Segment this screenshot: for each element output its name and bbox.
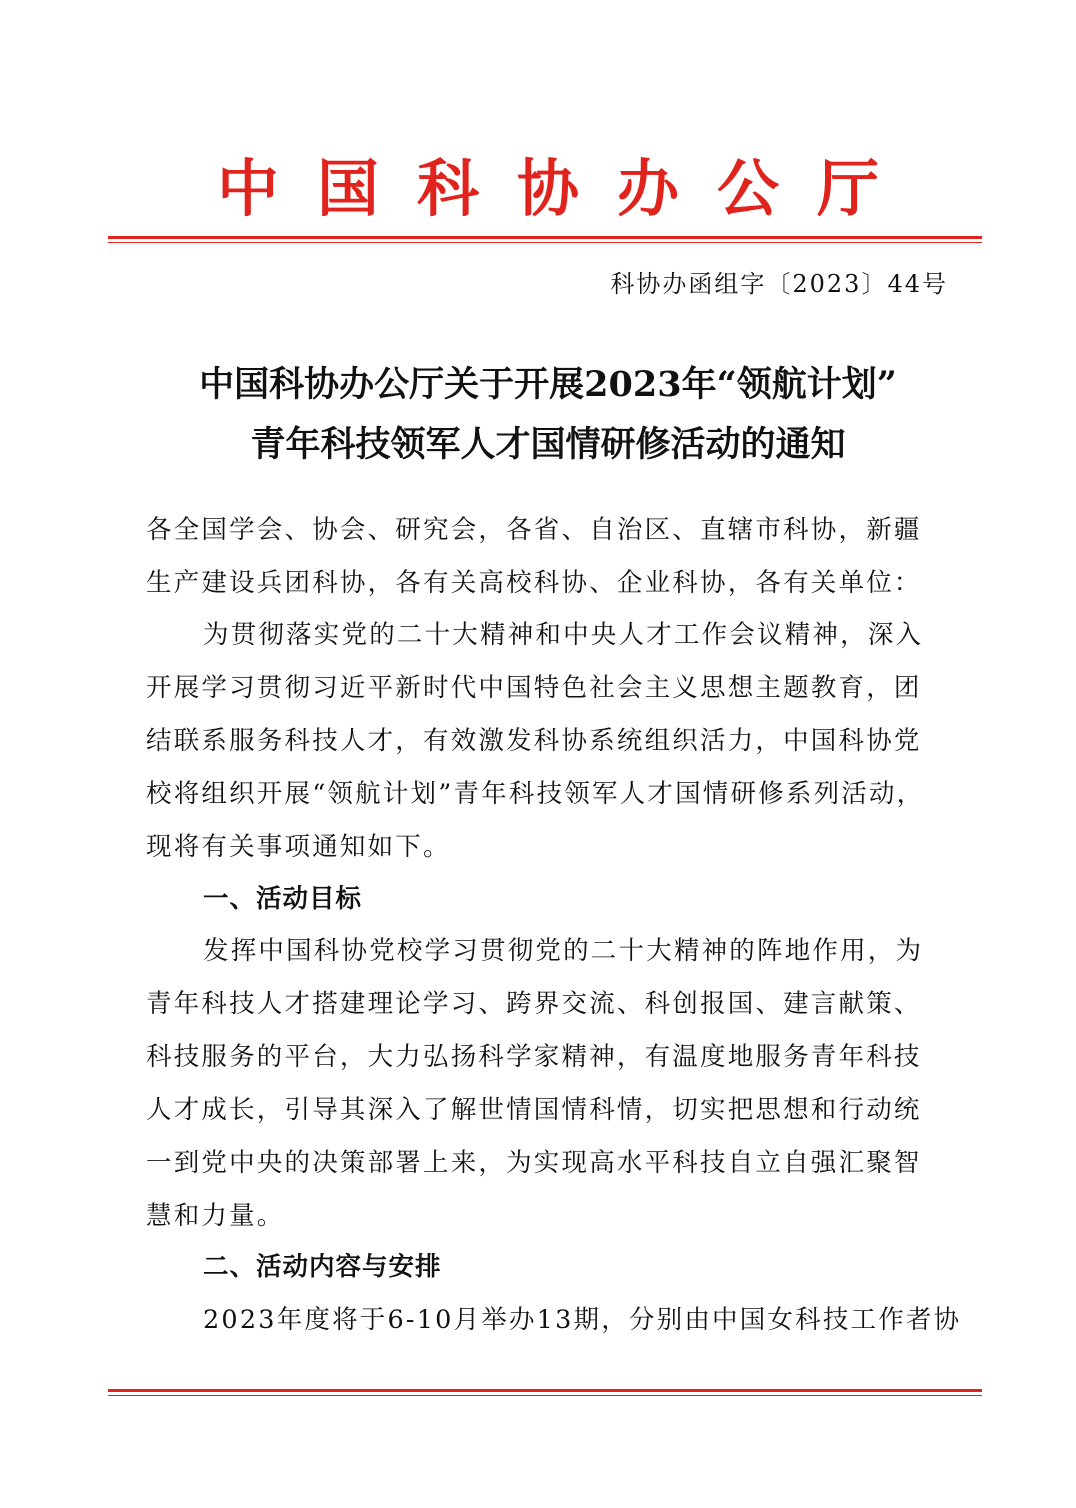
title-line-1: 中国科协办公厅关于开展2023年“领航计划” <box>199 364 897 405</box>
section-2 <box>146 1241 946 1294</box>
paragraph-line: 一到党中央的决策部署上来，为实现高水平科技自立自强汇聚智 <box>146 1148 922 1178</box>
paragraph-line: 为贯彻落实党的二十大精神和中央人才工作会议精神，深入 <box>203 620 924 650</box>
paragraph-line: 结联系服务科技人才，有效激发科协系统组织活力，中国科协党 <box>146 726 922 756</box>
paragraph-line: 现将有关事项通知如下。 <box>146 832 451 862</box>
addressee-line-2: 生产建设兵团科协，各有关高校科协、企业科协，各有关单位： <box>146 568 922 598</box>
section-2-paragraph <box>146 1294 962 1347</box>
paragraph-line: 慧和力量。 <box>146 1201 285 1231</box>
paragraph-line: 2023年度将于6-10月举办13期，分别由中国女科技工作者协 <box>203 1305 962 1335</box>
paragraph-line: 青年科技人才搭建理论学习、跨界交流、科创报国、建言献策、 <box>146 989 922 1019</box>
divider-thin-line <box>108 1395 982 1396</box>
addressee <box>146 504 946 610</box>
section-heading: 二、活动内容与安排 <box>203 1252 442 1282</box>
masthead-divider <box>108 236 982 243</box>
paragraph-line: 开展学习贯彻习近平新时代中国特色社会主义思想主题教育，团 <box>146 673 922 703</box>
footer-divider <box>108 1389 982 1396</box>
paragraph-line: 人才成长，引导其深入了解世情国情科情，切实把思想和行动统 <box>146 1095 922 1125</box>
paragraph-line: 科技服务的平台，大力弘扬科学家精神，有温度地服务青年科技 <box>146 1042 922 1072</box>
masthead-title: 中国科协办公厅 <box>216 152 917 225</box>
section-heading: 一、活动目标 <box>203 884 363 914</box>
section-1 <box>146 873 946 926</box>
title-line-2: 青年科技领军人才国情研修活动的通知 <box>250 424 846 465</box>
document-title <box>108 355 988 475</box>
divider-thin-line <box>108 242 982 243</box>
addressee-line-1: 各全国学会、协会、研究会，各省、自治区、直辖市科协，新疆 <box>146 515 922 545</box>
paragraph-line: 发挥中国科协党校学习贯彻党的二十大精神的阵地作用，为 <box>203 936 924 966</box>
document-number: 科协办函组字〔2023〕44号 <box>610 270 948 298</box>
paragraph-line: 校将组织开展“领航计划”青年科技领军人才国情研修系列活动， <box>146 779 925 809</box>
intro-paragraph <box>146 609 946 874</box>
section-1-paragraph <box>146 925 946 1243</box>
